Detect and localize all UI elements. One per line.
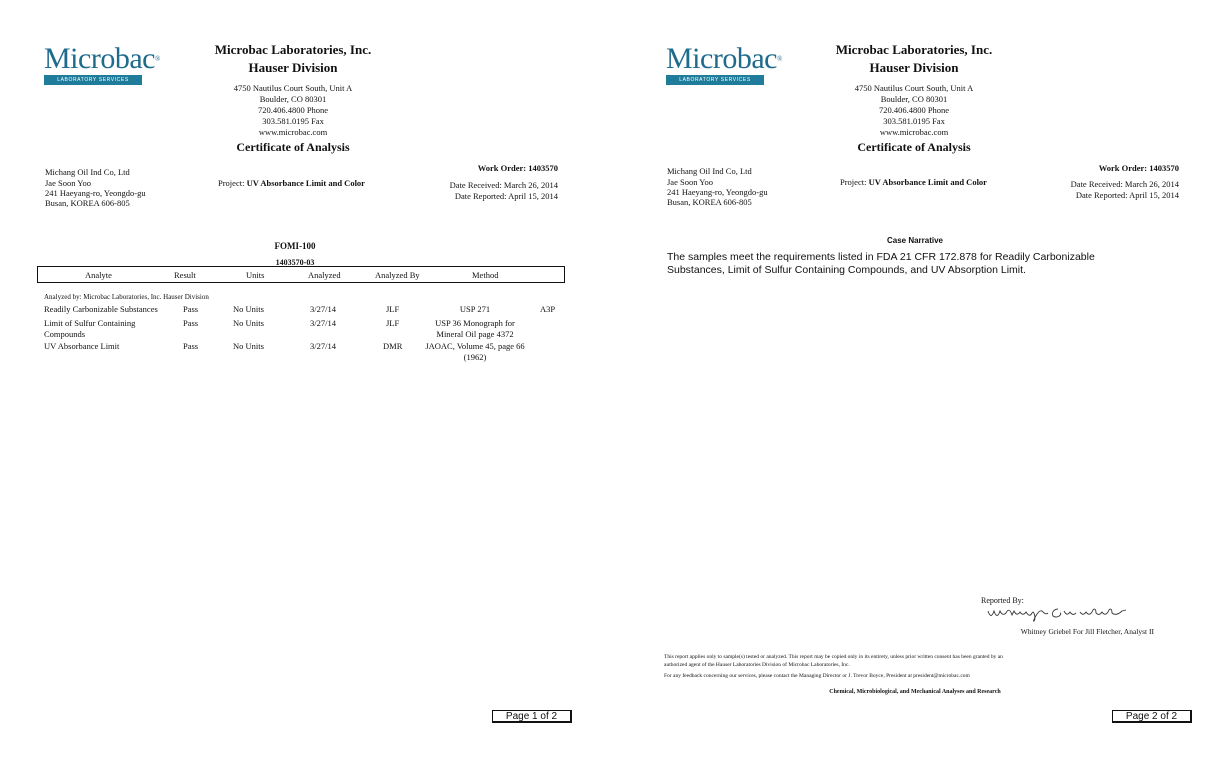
certificate-title: Certificate of Analysis [236, 140, 350, 154]
method-cell-cont: Mineral Oil page 4372 [436, 329, 514, 339]
microbac-logo [44, 42, 160, 85]
analyte-cell: Readily Carbonizable Substances [44, 304, 158, 314]
logo-word: Microbac [44, 42, 155, 75]
logo-mark: ® [154, 55, 160, 63]
footer-tagline: Chemical, Microbiological, and Mechanical Analyses and Research [829, 689, 1001, 695]
lab-division: Hauser Division [248, 60, 338, 75]
microbac-logo [666, 42, 782, 85]
reported-by-label: Reported By: [981, 596, 1024, 605]
units-cell: No Units [233, 304, 264, 314]
method-cell: USP 36 Monograph for [435, 318, 515, 328]
date-received: Date Received: March 26, 2014 [449, 180, 558, 190]
lab-city: Boulder, CO 80301 [259, 94, 327, 104]
signer-name: Whitney Griebel For Jill Fletcher, Analyst II [1020, 627, 1154, 636]
lab-fax: 303.581.0195 Fax [262, 116, 324, 126]
analyzed-cell: 3/27/14 [310, 318, 336, 328]
analyzed-cell: 3/27/14 [310, 341, 336, 351]
page-number-1: Page 1 of 2 [492, 710, 572, 723]
work-order-value: 1403570 [528, 163, 558, 173]
analyte-cell: Limit of Sulfur Containing [44, 318, 136, 328]
sample-name: FOMI-100 [274, 241, 316, 251]
narrative-line-2: Substances, Limit of Sulfur Containing Compounds, and UV Absorption Limit. [667, 264, 1026, 276]
narrative-line-1: The samples meet the requirements listed in FDA 21 CFR 172.878 for Readily Carbonizable [667, 251, 1095, 263]
client-street: 241 Haeyang-ro, Yeongdo-gu [667, 187, 768, 197]
logo-tagline: LABORATORY SERVICES [666, 75, 764, 85]
date-reported: Date Reported: April 15, 2014 [454, 191, 558, 201]
project-value: UV Absorbance Limit and Color [246, 178, 365, 188]
lab-address: 4750 Nautilus Court South, Unit A [233, 83, 353, 93]
lab-website: www.microbac.com [879, 127, 949, 137]
client-contact: Jae Soon Yoo [667, 177, 714, 187]
analyst-cell: JLF [386, 304, 400, 314]
project-label: Project: [218, 178, 245, 188]
result-cell: Pass [183, 304, 199, 314]
client-contact: Jae Soon Yoo [45, 178, 92, 188]
disclaimer-line-3: For any feedback concerning our services, please contact the Managing Director or J. Trevor Boyce, President at president@microbac.com [664, 673, 970, 679]
analyzed-by-note: Analyzed by: Microbac Laboratories, Inc. Hauser Division [44, 293, 209, 301]
work-order-value: 1403570 [1149, 163, 1179, 173]
analyst-signature [986, 603, 1156, 623]
logo-word: Microbac [666, 42, 777, 75]
qualifier-flag: A3P [540, 304, 556, 314]
lab-address: 4750 Nautilus Court South, Unit A [854, 83, 974, 93]
page-number-2: Page 2 of 2 [1112, 710, 1192, 723]
analyzed-cell: 3/27/14 [310, 304, 336, 314]
work-order-label: Work Order: [1098, 163, 1148, 173]
client-city: Busan, KOREA 606-805 [45, 198, 130, 208]
project-line [840, 177, 987, 187]
disclaimer-line-2: authorized agent of the Hauser Laboratories Division of Microbac Laboratories, Inc. [664, 662, 850, 668]
work-order [478, 163, 558, 173]
units-cell: No Units [233, 341, 264, 351]
col-result: Result [174, 270, 196, 280]
lab-website: www.microbac.com [258, 127, 328, 137]
result-cell: Pass [183, 341, 199, 351]
col-method: Method [472, 270, 499, 280]
client-city: Busan, KOREA 606-805 [667, 197, 752, 207]
logo-tagline: LABORATORY SERVICES [44, 75, 142, 85]
lab-phone: 720.406.4800 Phone [257, 105, 329, 115]
analyst-cell: JLF [386, 318, 400, 328]
lab-division: Hauser Division [869, 60, 959, 75]
col-analyte: Analyte [85, 270, 112, 280]
client-company: Michang Oil Ind Co, Ltd [45, 167, 130, 177]
lab-name: Microbac Laboratories, Inc. [214, 42, 372, 57]
project-line [218, 178, 365, 188]
analyte-cell: UV Absorbance Limit [44, 341, 120, 351]
work-order-label: Work Order: [477, 163, 527, 173]
col-units: Units [246, 270, 265, 280]
lab-name: Microbac Laboratories, Inc. [835, 42, 993, 57]
certificate-title: Certificate of Analysis [857, 140, 971, 154]
date-reported: Date Reported: April 15, 2014 [1075, 190, 1179, 200]
project-label: Project: [840, 177, 867, 187]
report-page-2 [620, 0, 1220, 776]
date-received: Date Received: March 26, 2014 [1070, 179, 1179, 189]
method-cell: JAOAC, Volume 45, page 66 [425, 341, 525, 351]
method-cell: USP 271 [459, 304, 491, 314]
col-analyzed-by: Analyzed By [375, 270, 420, 280]
disclaimer-line-1: This report applies only to sample(s) tested or analyzed. This report may be copied only in its entirety, unless prior written consent has been granted by an [664, 654, 1003, 660]
logo-mark: ® [776, 55, 782, 63]
sample-id: 1403570-03 [275, 258, 315, 267]
col-analyzed: Analyzed [308, 270, 341, 280]
analyte-cell-cont: Compounds [44, 329, 86, 339]
units-cell: No Units [233, 318, 264, 328]
analyst-cell: DMR [383, 341, 403, 351]
method-cell-cont: (1962) [463, 352, 487, 362]
project-value: UV Absorbance Limit and Color [868, 177, 987, 187]
results-table-header [37, 266, 565, 283]
lab-phone: 720.406.4800 Phone [878, 105, 950, 115]
client-street: 241 Haeyang-ro, Yeongdo-gu [45, 188, 146, 198]
client-company: Michang Oil Ind Co, Ltd [667, 166, 752, 176]
case-narrative-text [667, 251, 1107, 277]
result-cell: Pass [183, 318, 199, 328]
lab-city: Boulder, CO 80301 [880, 94, 948, 104]
work-order [1099, 163, 1179, 173]
case-narrative-title: Case Narrative [886, 236, 944, 245]
lab-fax: 303.581.0195 Fax [883, 116, 945, 126]
